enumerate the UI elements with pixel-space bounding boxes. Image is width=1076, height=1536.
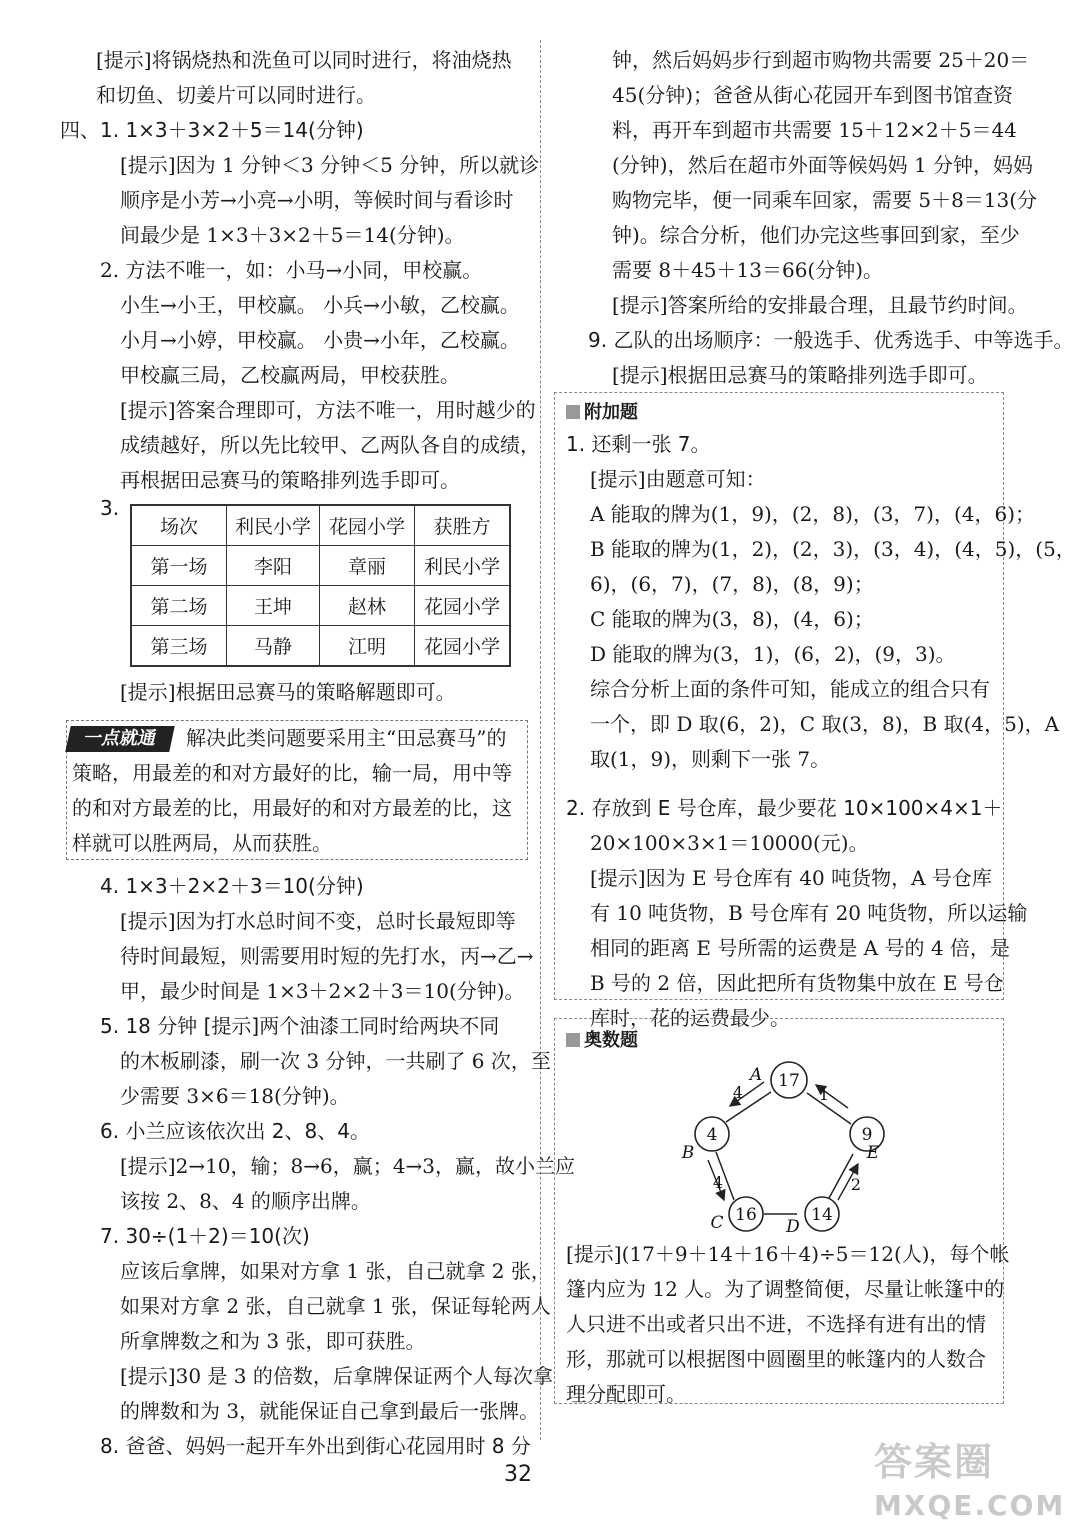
- watermark-part: 答案圈: [874, 1440, 995, 1484]
- extra-answer-1: 1. 还剩一张 7。: [566, 432, 711, 456]
- text-line: 45(分钟)；爸爸从街心花园开车到图书馆查资: [612, 83, 1014, 107]
- move-amount: 2: [850, 1175, 862, 1194]
- text-line: [提示]因为 E 号仓库有 40 吨货物，A 号仓库: [590, 866, 992, 890]
- answer-4-1: 四、1. 1×3＋3×2＋5＝14(分钟): [60, 118, 364, 142]
- answer-7: 7. 30÷(1＋2)＝10(次): [100, 1224, 310, 1248]
- tip-badge: 一点就通: [65, 726, 175, 752]
- node-e-label: E: [866, 1143, 880, 1163]
- text-line: 应该后拿牌，如果对方拿 1 张，自己就拿 2 张，: [120, 1259, 551, 1283]
- move-amount: 4: [712, 1173, 724, 1192]
- text-line: [提示]答案合理即可，方法不唯一，用时越少的: [120, 398, 536, 422]
- table-cell: 章丽: [320, 546, 415, 586]
- table-cell: 第三场: [131, 626, 227, 667]
- table-cell: 花园小学: [415, 626, 511, 667]
- table-row: [131, 546, 510, 586]
- text-line: (分钟)，然后在超市外面等候妈妈 1 分钟，妈妈: [612, 153, 1034, 177]
- text-line: [提示]根据田忌赛马的策略排列选手即可。: [612, 363, 988, 387]
- text-line: 相同的距离 E 号所需的运费是 A 号的 4 倍，是: [590, 936, 1010, 960]
- node-e-value: 9: [861, 1125, 873, 1145]
- answer-9: 9. 乙队的出场顺序：一般选手、优秀选手、中等选手。: [588, 328, 1074, 352]
- watermark-part: MXQE.COM: [874, 1489, 1066, 1522]
- text-line: 篷内应为 12 人。为了调整简便，尽量让帐篷中的: [566, 1277, 1005, 1301]
- text-line: A 能取的牌为(1，9)，(2，8)，(3，7)，(4，6)；: [590, 502, 1036, 526]
- tip-line: 的和对方最差的比，用最好的和对方最差的比，这: [72, 796, 512, 820]
- table-cell: 利民小学: [415, 546, 511, 586]
- table-header-cell: 利民小学: [227, 505, 320, 546]
- text-line: 20×100×3×1＝10000(元)。: [590, 831, 869, 855]
- answer-3: 3.: [100, 496, 120, 520]
- table-row: [131, 626, 510, 667]
- text-line: 形，那就可以根据图中圆圈里的帐篷内的人数合: [566, 1347, 986, 1371]
- node-c-label: C: [710, 1213, 724, 1233]
- page-number: 32: [504, 1462, 532, 1487]
- table-cell: 王坤: [227, 586, 320, 626]
- node-a-value: 17: [778, 1071, 800, 1091]
- olympiad-title: [566, 1026, 638, 1052]
- table-header-cell: 获胜方: [415, 505, 511, 546]
- node-d-value: 14: [811, 1205, 833, 1225]
- pentagon-diagram: [660, 1060, 900, 1240]
- edge-e-d: [828, 1154, 853, 1200]
- answer-8: 8. 爸爸、妈妈一起开车外出到街心花园用时 8 分: [100, 1434, 531, 1458]
- text-line: 待时间最短，则需要用时短的先打水，丙→乙→: [120, 944, 534, 968]
- text-line: 甲校赢三局，乙校赢两局，甲校获胜。: [120, 363, 460, 387]
- text-line: 料，再开车到超市共需要 15＋12×2＋5＝44: [612, 118, 1017, 142]
- table-header-cell: 场次: [131, 505, 227, 546]
- move-amount: 4: [732, 1083, 744, 1102]
- text-line: 库时，花的运费最少。: [590, 1006, 790, 1030]
- text-line: [提示]将锅烧热和洗鱼可以同时进行，将油烧热: [96, 48, 512, 72]
- text-line: [提示](17＋9＋14＋16＋4)÷5＝12(人)，每个帐: [566, 1242, 1010, 1266]
- extra-title: [566, 398, 638, 424]
- table-cell: 第二场: [131, 586, 227, 626]
- text-line: 再根据田忌赛马的策略排列选手即可。: [120, 468, 460, 492]
- node-b-label: B: [681, 1143, 695, 1163]
- text-line: [提示]2→10，输；8→6，赢；4→3，赢，故小兰应: [120, 1154, 575, 1178]
- text-line: 小月→小婷，甲校赢。 小贵→小年，乙校赢。: [120, 328, 520, 352]
- text-line: 顺序是小芳→小亮→小明，等候时间与看诊时: [120, 188, 514, 212]
- answer-4: 4. 1×3＋2×2＋3＝10(分钟): [100, 874, 364, 898]
- text-line: D 能取的牌为(3，1)，(6，2)，(9，3)。: [590, 642, 956, 666]
- text-line: [提示]因为打水总时间不变，总时长最短即等: [120, 909, 516, 933]
- text-line: 理分配即可。: [566, 1382, 686, 1406]
- extra-answer-2: 2. 存放到 E 号仓库，最少要花 10×100×4×1＋: [566, 796, 1003, 820]
- node-d-label: D: [786, 1217, 800, 1237]
- text-line: 钟，然后妈妈步行到超市购物共需要 25＋20＝: [612, 48, 1030, 72]
- answer-5: 5. 18 分钟 [提示]两个油漆工同时给两块不同: [100, 1014, 500, 1038]
- text-line: [提示]30 是 3 的倍数，后拿牌保证两个人每次拿: [120, 1364, 553, 1388]
- table-row: [131, 586, 510, 626]
- node-a-label: A: [749, 1065, 763, 1085]
- text-line: 间最少是 1×3＋3×2＋5＝14(分钟)。: [120, 223, 465, 247]
- watermark-text: [874, 1440, 1065, 1528]
- table-cell: 马静: [227, 626, 320, 667]
- text-line: [提示]由题意可知：: [590, 467, 766, 491]
- text-line: 人只进不出或者只出不进，不选择有进有出的情: [566, 1312, 986, 1336]
- table-cell: 江明: [320, 626, 415, 667]
- text-line: 需要 8＋45＋13＝66(分钟)。: [612, 258, 884, 282]
- text-line: 甲，最少时间是 1×3＋2×2＋3＝10(分钟)。: [120, 979, 525, 1003]
- move-amount: 1: [818, 1085, 830, 1104]
- extra-title-text: 附加题: [584, 402, 638, 423]
- table-cell: 赵林: [320, 586, 415, 626]
- text-line: 购物完毕，便一同乘车回家，需要 5＋8＝13(分: [612, 188, 1038, 212]
- table-cell: 李阳: [227, 546, 320, 586]
- watermark: [874, 1440, 1065, 1528]
- square-icon: [566, 1033, 580, 1047]
- table-cell: 第一场: [131, 546, 227, 586]
- tip-line: 样就可以胜两局，从而获胜。: [72, 831, 332, 855]
- table-header-row: [131, 505, 510, 546]
- column-divider: [540, 40, 541, 1440]
- tip-line: 解决此类问题要采用主“田忌赛马”的: [186, 726, 507, 750]
- text-line: 该按 2、8、4 的顺序出牌。: [120, 1189, 371, 1213]
- text-line: 少需要 3×6＝18(分钟)。: [120, 1084, 350, 1108]
- text-line: 取(1，9)，则剩下一张 7。: [590, 747, 831, 771]
- square-icon: [566, 405, 580, 419]
- text-line: [提示]因为 1 分钟＜3 分钟＜5 分钟，所以就诊: [120, 153, 540, 177]
- text-line: 的牌数和为 3，就能保证自己拿到最后一张牌。: [120, 1399, 540, 1423]
- text-line: [提示]答案所给的安排最合理，且最节约时间。: [612, 293, 1028, 317]
- text-line: [提示]根据田忌赛马的策略解题即可。: [120, 680, 456, 704]
- answer-6: 6. 小兰应该依次出 2、8、4。: [100, 1119, 370, 1143]
- text-line: B 能取的牌为(1，2)，(2，3)，(3，4)，(4，5)，(5，: [590, 537, 1076, 561]
- text-line: 如果对方拿 2 张，自己就拿 1 张，保证每轮两人: [120, 1294, 551, 1318]
- text-line: 和切鱼、切姜片可以同时进行。: [96, 83, 376, 107]
- text-line: B 号的 2 倍，因此把所有货物集中放在 E 号仓: [590, 971, 1004, 995]
- table-header-cell: 花园小学: [320, 505, 415, 546]
- text-line: 综合分析上面的条件可知，能成立的组合只有: [590, 677, 990, 701]
- tip-line: 策略，用最差的和对方最好的比，输一局，用中等: [72, 761, 512, 785]
- text-line: 成绩越好，所以先比较甲、乙两队各自的成绩，: [120, 433, 540, 457]
- text-line: 6)，(6，7)，(7，8)，(8，9)；: [590, 572, 874, 596]
- answer-2: 2. 方法不唯一，如：小马→小同，甲校赢。: [100, 258, 483, 282]
- node-c-value: 16: [735, 1205, 757, 1225]
- olympiad-title-text: 奥数题: [584, 1030, 638, 1051]
- table-cell: 花园小学: [415, 586, 511, 626]
- text-line: 所拿牌数之和为 3 张，即可获胜。: [120, 1329, 426, 1353]
- text-line: 有 10 吨货物，B 号仓库有 20 吨货物，所以运输: [590, 901, 1028, 925]
- text-line: 的木板刷漆，刷一次 3 分钟，一共刷了 6 次，至: [120, 1049, 551, 1073]
- text-line: C 能取的牌为(3，8)，(4，6)；: [590, 607, 874, 631]
- node-b-value: 4: [706, 1125, 718, 1145]
- text-line: 一个，即 D 取(6，2)，C 取(3，8)，B 取(4，5)，A: [590, 712, 1060, 736]
- match-table: [130, 504, 511, 667]
- text-line: 钟)。综合分析，他们办完这些事回到家，至少: [612, 223, 1020, 247]
- text-line: 小生→小王，甲校赢。 小兵→小敏，乙校赢。: [120, 293, 520, 317]
